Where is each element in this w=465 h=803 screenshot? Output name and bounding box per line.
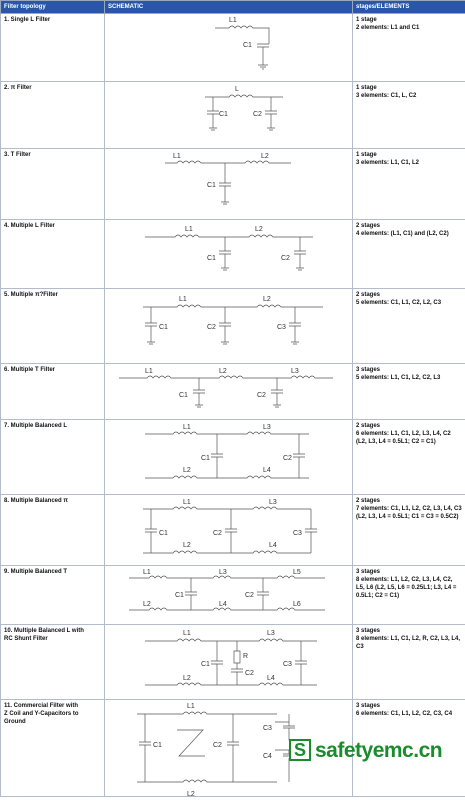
table-row	[1, 495, 465, 566]
filter-name: 2. π Filter	[1, 82, 105, 149]
filter-name: 9. Multiple Balanced T	[1, 566, 105, 625]
component-label: C3	[263, 725, 272, 732]
schematic-multiple-balanced-t	[105, 566, 353, 625]
component-label: C2	[213, 530, 222, 537]
table-row	[1, 566, 465, 625]
schematic-balanced-l-rc-shunt	[105, 625, 353, 700]
component-label: L1	[143, 569, 151, 576]
component-label: L2	[183, 467, 191, 474]
component-label: L1	[173, 153, 181, 160]
component-label: L2	[263, 296, 271, 303]
component-label: L1	[185, 226, 193, 233]
component-label: L2	[255, 226, 263, 233]
component-label: C1	[179, 392, 188, 399]
component-label: L2	[183, 675, 191, 682]
component-label: C2	[253, 111, 262, 118]
component-label: C2	[257, 392, 266, 399]
schematic-pi-filter	[105, 82, 353, 149]
component-label: L3	[267, 630, 275, 637]
table-row	[1, 220, 465, 289]
stages-elements-cell: 2 stages 6 elements: L1, C1, L2, L3, L4, C2 (L2, L3, L4 = 0.5L1; C2 = C1)	[353, 420, 465, 495]
component-label: L2	[183, 542, 191, 549]
stages-elements-cell: 3 stages 8 elements: L1, C1, L2, R, C2, L3, L4, C3	[353, 625, 465, 700]
component-label: L1	[229, 17, 237, 24]
component-label: L3	[269, 499, 277, 506]
component-label: C1	[243, 42, 252, 49]
filter-name: 6. Multiple T Filter	[1, 364, 105, 420]
component-label: C1	[219, 111, 228, 118]
filter-name: 1. Single L Filter	[1, 14, 105, 82]
component-label: C1	[175, 592, 184, 599]
component-label: C2	[245, 670, 254, 677]
component-label: C2	[207, 324, 216, 331]
table-row	[1, 625, 465, 700]
component-label: L2	[143, 601, 151, 608]
component-label: C1	[159, 530, 168, 537]
component-label: C1	[201, 661, 210, 668]
component-label: L1	[145, 368, 153, 375]
table-row	[1, 420, 465, 495]
logo-s-icon: S	[289, 739, 311, 761]
table-header-row	[1, 1, 465, 14]
stages-elements-cell: 1 stage 3 elements: L1, C1, L2	[353, 149, 465, 220]
stages-elements-cell: 2 stages 4 elements: (L1, C1) and (L2, C2)	[353, 220, 465, 289]
header-stages-elements: stages/ELEMENTS	[353, 1, 465, 14]
component-label: C1	[207, 255, 216, 262]
table-row	[1, 364, 465, 420]
filter-name: 4. Multiple L Filter	[1, 220, 105, 289]
component-label: L6	[293, 601, 301, 608]
component-label: L1	[183, 630, 191, 637]
filter-name: 3. T Filter	[1, 149, 105, 220]
table-row	[1, 82, 465, 149]
stages-elements-cell: 3 stages 8 elements: L1, L2, C2, L3, L4, C2, L5, L6 (L2, L5, L6 = 0.25L1; L3, L4 = 0.5L1; C2 = C1)	[353, 566, 465, 625]
component-label: L2	[187, 791, 195, 797]
stages-elements-cell: 3 stages 5 elements: L1, C1, L2, C2, L3	[353, 364, 465, 420]
stages-elements-cell: 1 stage 2 elements: L1 and C1	[353, 14, 465, 82]
component-label: L1	[187, 703, 195, 710]
component-label: C1	[201, 455, 210, 462]
component-label: C2	[283, 455, 292, 462]
watermark-logo	[287, 737, 463, 764]
filter-name: 7. Multiple Balanced L	[1, 420, 105, 495]
component-label: L2	[261, 153, 269, 160]
component-label: C3	[283, 661, 292, 668]
table-row	[1, 289, 465, 364]
component-label: L3	[291, 368, 299, 375]
stages-elements-cell: 3 stages 6 elements: C1, L1, L2, C2, C3, C4	[353, 700, 465, 797]
schematic-single-l	[105, 14, 353, 82]
component-label: L2	[219, 368, 227, 375]
logo-text: safetyemc.cn	[315, 739, 443, 762]
component-label: C3	[293, 530, 302, 537]
schematic-multiple-pi	[105, 289, 353, 364]
component-label: C2	[281, 255, 290, 262]
stages-elements-cell: 2 stages 5 elements: C1, L1, C2, L2, C3	[353, 289, 465, 364]
component-label: C3	[277, 324, 286, 331]
filter-name: 8. Multiple Balanced π	[1, 495, 105, 566]
table-row	[1, 14, 465, 82]
component-label: L	[235, 86, 239, 93]
component-label: L1	[183, 499, 191, 506]
component-label: L4	[263, 467, 271, 474]
component-label: C1	[153, 742, 162, 749]
component-label: L4	[269, 542, 277, 549]
component-label: L1	[179, 296, 187, 303]
component-label: L4	[267, 675, 275, 682]
schematic-multiple-balanced-pi	[105, 495, 353, 566]
component-label: C2	[213, 742, 222, 749]
filter-name: 5. Multiple π?Filter	[1, 289, 105, 364]
component-label: C4	[263, 753, 272, 760]
stages-elements-cell: 1 stage 3 elements: C1, L, C2	[353, 82, 465, 149]
component-label: L4	[219, 601, 227, 608]
component-label: L3	[263, 424, 271, 431]
component-label: L3	[219, 569, 227, 576]
component-label: C1	[207, 182, 216, 189]
schematic-multiple-t	[105, 364, 353, 420]
filter-name: 11. Commercial Filter with Z Coil and Y-Capacitors to Ground	[1, 700, 105, 797]
component-label: C1	[159, 324, 168, 331]
schematic-t-filter	[105, 149, 353, 220]
header-filter-topology: Filter topology	[1, 1, 105, 14]
component-label: L1	[183, 424, 191, 431]
schematic-multiple-l	[105, 220, 353, 289]
schematic-multiple-balanced-l	[105, 420, 353, 495]
component-label: R	[243, 653, 249, 660]
stages-elements-cell: 2 stages 7 elements: C1, L1, L2, C2, L3, L4, C3 (L2, L3, L4 = 0.5L1; C1 = C3 = 0.5C2)	[353, 495, 465, 566]
table-row	[1, 149, 465, 220]
component-label: C2	[245, 592, 254, 599]
filter-name: 10. Multiple Balanced L with RC Shunt Filter	[1, 625, 105, 700]
component-label: L5	[293, 569, 301, 576]
header-schematic: SCHEMATIC	[105, 1, 353, 14]
